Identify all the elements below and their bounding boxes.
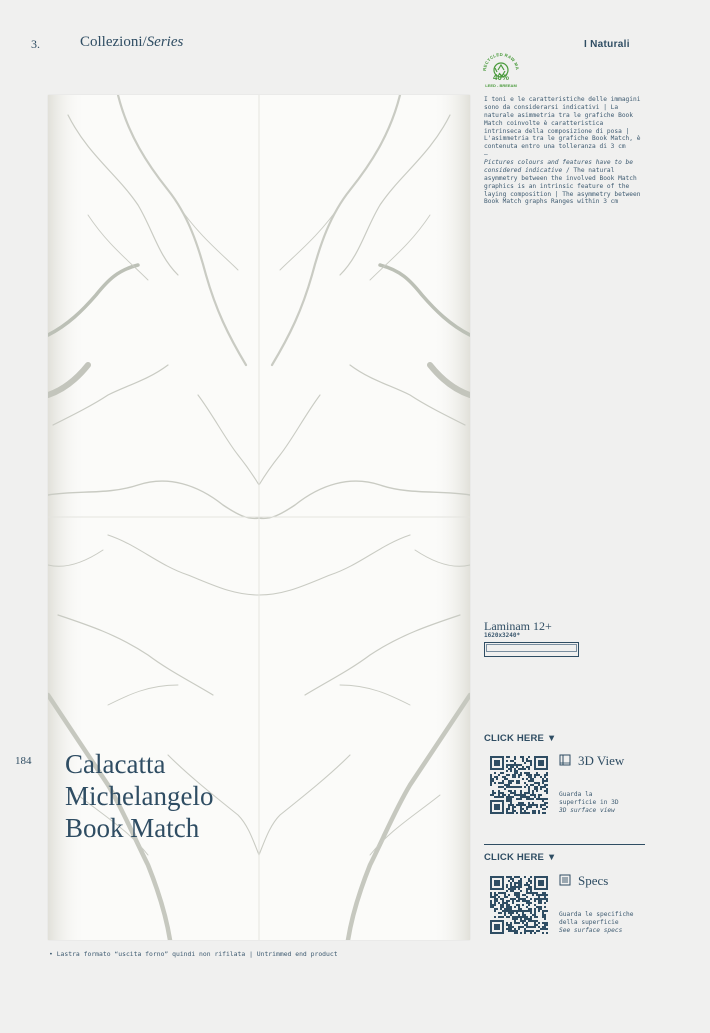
product-name-line1: Calacatta [65,749,166,779]
badge-subtext: LEED - BREEAM [485,83,517,88]
product-name-line2: Michelangelo [65,781,214,811]
badge-ring-text: RECYCLED RAW MA [481,51,520,72]
page-number: 184 [15,755,32,767]
3d-desc-it-2: superficie in 3D [559,799,619,807]
qr-code-3d-view[interactable] [490,756,548,814]
3d-view-description [559,791,619,815]
specs-desc-it-1: Guarda le specifiche [559,911,634,918]
specs-link[interactable]: Specs [578,873,609,888]
book-icon[interactable] [559,754,571,766]
section-divider [484,844,645,845]
3d-desc-en: 3D surface view [559,807,615,815]
slab-thickness-diagram [484,642,579,657]
slab-thickness-inner [486,644,577,652]
document-list-icon[interactable] [559,874,571,886]
specs-description [559,911,634,935]
breadcrumb [80,34,183,51]
click-here-specs-label[interactable]: CLICK HERE ▼ [484,852,557,863]
specs-desc-en: See surface specs [559,927,623,935]
disclaimer-english-italic: Pictures colours and features have to be considered indicative [484,159,634,174]
disclaimer-english-rest: / The natural asymmetry between the involved Book Match graphics is an intrinsic feature of the laying composition | The asymmetry between Book Match graphs Ranges within 3 cm [484,166,641,206]
breadcrumb-main: Collezioni/ [80,34,147,50]
product-name-line3: Book Match [65,813,200,843]
category-label: I Naturali [584,39,630,50]
specs-desc-it-2: della superficie [559,919,619,927]
section-number: 3. [31,37,40,51]
badge-percent: 40% [492,73,509,82]
3d-view-link[interactable]: 3D View [578,753,625,768]
qr-code-specs[interactable] [490,876,548,934]
disclaimer-separator: – [484,151,488,159]
disclaimer-text [484,96,644,206]
product-name [65,748,213,844]
laminam-size: 1620x3240* [484,632,521,639]
disclaimer-italian: I toni e le caratteristiche delle immagini sono da considerarsi indicativi | La naturale asimmetria tra le grafiche Book Match coinvolte è caratteristica intrinseca della composizione di posa | L'asimmetria tra le grafiche Book Match, è contenuta entro una tolleranza di 3 cm [484,96,641,151]
disclaimer-english [484,159,644,206]
breadcrumb-italic: Series [146,34,184,50]
click-here-3d-label[interactable]: CLICK HERE ▼ [484,733,557,744]
footnote: • Lastra formato “uscita forno” quindi non rifilata | Untrimmed end product [49,950,338,958]
laminam-title: Laminam 12+ [484,619,552,633]
3d-desc-it-1: Guarda la [559,791,593,798]
